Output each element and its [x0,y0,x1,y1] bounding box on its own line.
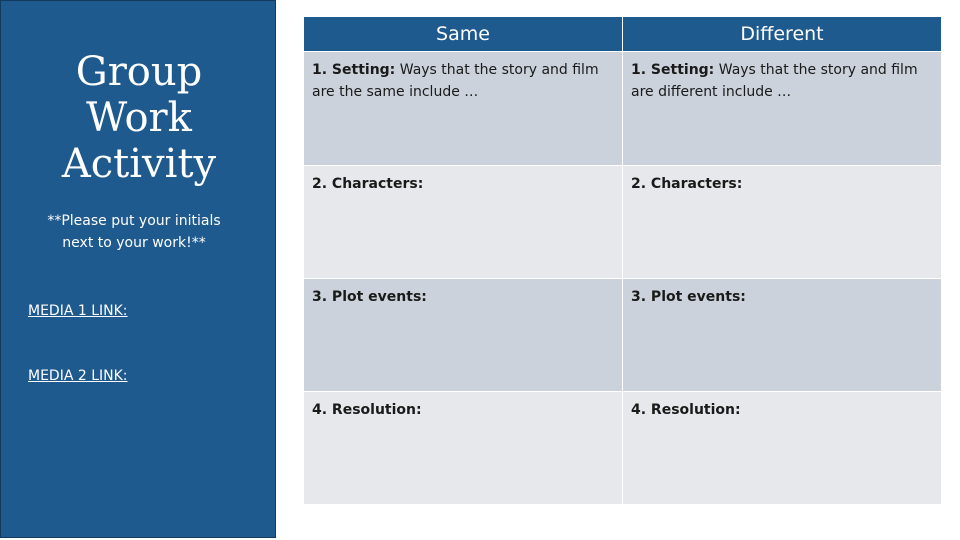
cell-characters-same[interactable] [304,166,622,278]
cell-resolution-same[interactable] [304,392,622,504]
activity-title [1,49,277,187]
cell-plot-same[interactable] [304,279,622,391]
title-line: Group [75,49,203,95]
cell-label: 2. Characters: [631,176,743,192]
sidebar-panel [0,0,276,538]
title-line: Work [86,95,192,141]
cell-characters-different[interactable] [623,166,941,278]
media-1-link[interactable]: MEDIA 1 LINK: [28,303,128,319]
comparison-table [304,17,941,504]
cell-label: 1. Setting: [312,62,396,78]
initials-note: **Please put your initials next to your work!** [47,213,221,251]
cell-label: 3. Plot events: [312,289,427,305]
cell-label: 1. Setting: [631,62,715,78]
cell-label: 3. Plot events: [631,289,746,305]
cell-text: Ways that the story and film are the same include … [312,62,599,100]
title-line: Activity [61,141,217,187]
cell-label: 4. Resolution: [312,402,422,418]
cell-plot-different[interactable] [623,279,941,391]
media-2-link[interactable]: MEDIA 2 LINK: [28,368,128,384]
cell-setting-same[interactable] [304,52,622,165]
header-different: Different [623,17,941,51]
cell-text: Ways that the story and film are different include … [631,62,918,100]
cell-resolution-different[interactable] [623,392,941,504]
cell-setting-different[interactable] [623,52,941,165]
cell-label: 4. Resolution: [631,402,741,418]
cell-label: 2. Characters: [312,176,424,192]
header-same: Same [304,17,622,51]
